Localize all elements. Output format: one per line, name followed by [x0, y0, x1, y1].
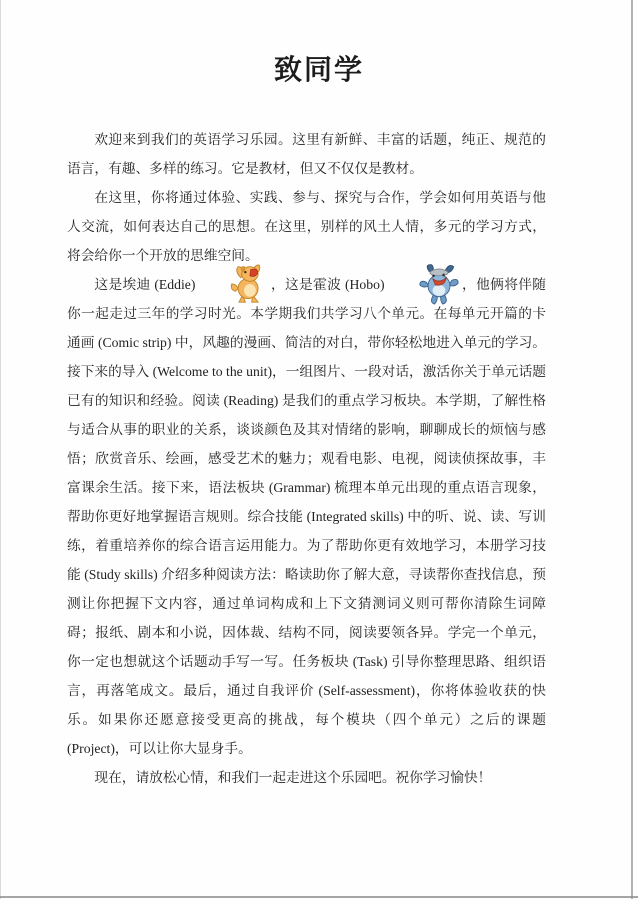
paragraph-text-before-eddie: 这是埃迪 (Eddie)	[94, 277, 200, 292]
eddie-cartoon-icon	[201, 264, 268, 304]
paragraph-text-between-icons: ，这是霍波 (Hobo)	[270, 277, 389, 292]
page-scan-edge-right	[631, 0, 633, 899]
paragraph-closing: 现在，请放松心情，和我们一起走进这个乐园吧。祝你学习愉快！	[94, 770, 492, 785]
hobo-cartoon-icon	[390, 263, 459, 305]
page-scan-edge-bottom	[0, 896, 638, 898]
paragraph-units-overview	[67, 270, 546, 763]
paragraph-text-after-hobo: ，他俩将伴随你一起走过三年的学习时光。本学期我们共学习八个单元。在每单元开篇的卡通画 (Comic strip) 中，风趣的漫画、简洁的对白，带你轻松地进入单元的学习。接下来的导入 (Welcome to the unit)，一组图片、一段对话，激活你关于单元话题已有的知识和经验。阅读 (Reading) 是我们的重点学习板块。本学期，了解性格与适合从事的职业的关系，谈谈颜色及其对情绪的影响，聊聊成长的烦恼与感悟；欣赏音乐、绘画，感受艺术的魅力；观看电影、电视，阅读侦探故事，丰富课余生活。接下来，语法板块 (Grammar) 梳理本单元出现的重点语言现象，帮助你更好地掌握语言规则。综合技能 (Integrated skills) 中的听、说、读、写训练，着重培养你的综合语言运用能力。为了帮助你更有效地学习，本册学习技能 (Study skills) 介绍多种阅读方法：略读助你了解大意，寻读帮你查找信息，预测让你把握下文内容，通过单词构成和上下文猜测词义则可帮你清除生词障碍；报纸、剧本和小说，因体裁、结构不同，阅读要领各异。学完一个单元，你一定也想就这个话题动手写一写。任务板块 (Task) 引导你整理思路、组织语言，再落笔成文。最后，通过自我评价 (Self-assessment)，你将体验收获的快乐。如果你还愿意接受更高的挑战，每个模块（四个单元）之后的课题 (Project)，可以让你大显身手。	[67, 277, 546, 756]
page-content	[67, 125, 546, 792]
page-title: 致同学	[273, 54, 364, 85]
paragraph-welcome: 欢迎来到我们的英语学习乐园。这里有新鲜、丰富的话题，纯正、规范的语言，有趣、多样的练习。它是教材，但又不仅仅是教材。	[67, 132, 546, 176]
page-scan-edge-left	[0, 0, 1, 899]
paragraph-learning-approach: 在这里，你将通过体验、实践、参与、探究与合作，学会如何用英语与他人交流，如何表达自己的思想。在这里，别样的风土人情，多元的学习方式，将会给你一个开放的思维空间。	[67, 190, 546, 263]
